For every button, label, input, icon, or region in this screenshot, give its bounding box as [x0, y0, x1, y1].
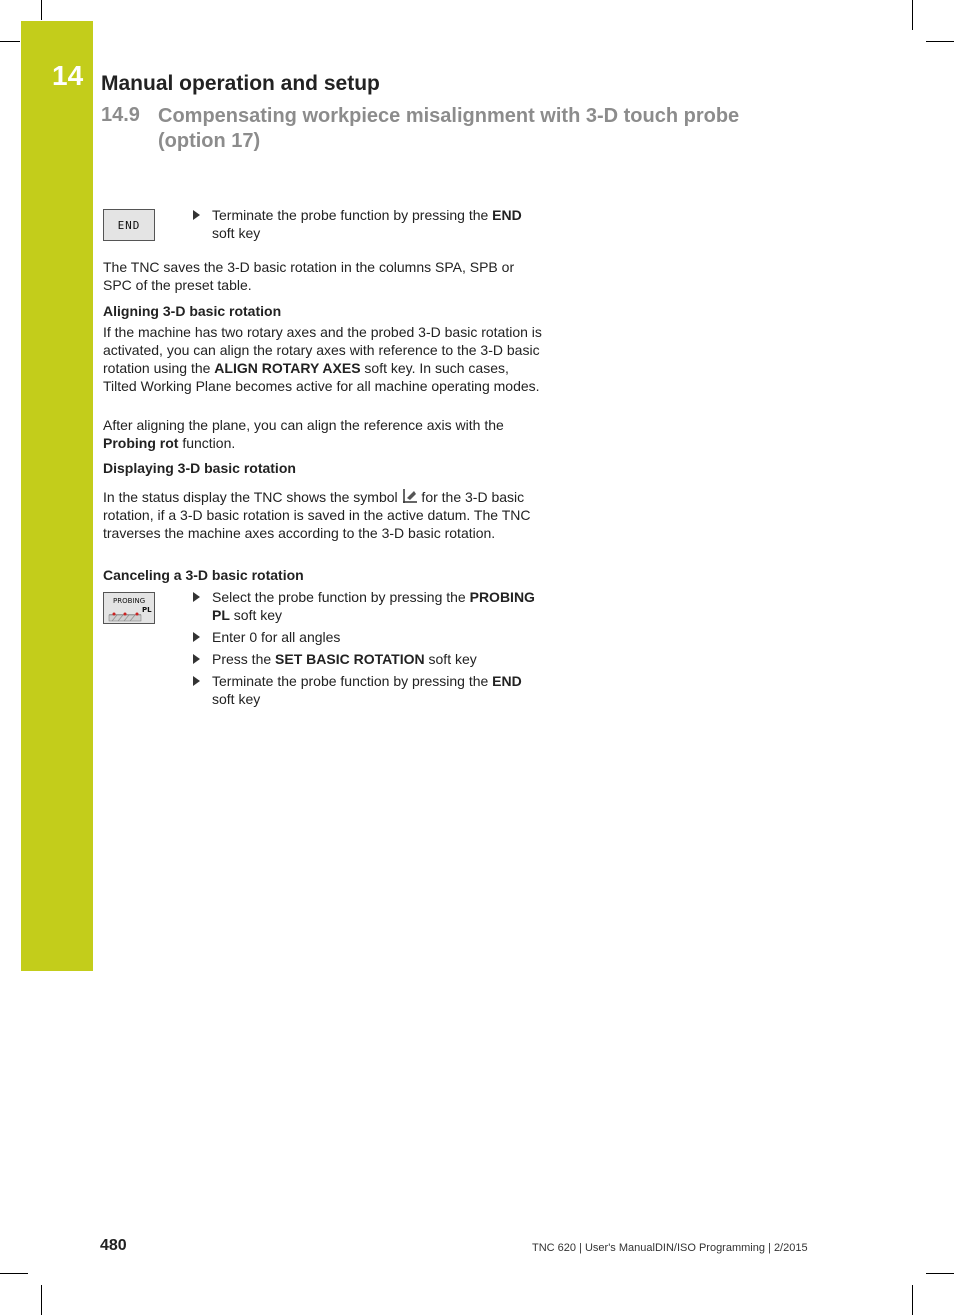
section-title: Compensating workpiece misalignment with 3-D touch probe (option 17): [158, 105, 740, 152]
step-post: soft key: [424, 651, 477, 667]
crop-mark: [0, 1273, 28, 1274]
chapter-title: Manual operation and setup: [101, 72, 380, 95]
step-text: [212, 206, 543, 242]
step-key: END: [492, 207, 522, 223]
probing-softkey-sub: PL: [142, 606, 152, 614]
para-aligning-1: [103, 323, 543, 395]
para-post: for the 3-D basic rotation, if a 3-D basic rotation is saved in the active datum. The TNC traverses the machine axes according to the 3-D basic rotation.: [103, 489, 531, 541]
step-select-probe: [193, 588, 543, 624]
para-pre: In the status display the TNC shows the symbol: [103, 489, 402, 505]
step-pre: Enter 0 for all angles: [212, 629, 341, 645]
step-enter-angles: [193, 628, 543, 646]
crop-mark: [912, 1285, 913, 1315]
end-softkey-label: END: [117, 219, 141, 232]
crop-mark: [41, 0, 42, 20]
page-number: 480: [100, 1237, 127, 1254]
para-key: ALIGN ROTARY AXES: [214, 360, 361, 376]
step-pre: Terminate the probe function by pressing the: [212, 207, 493, 223]
crop-mark: [926, 1273, 954, 1274]
bullet-icon: [193, 632, 200, 642]
para-aligning-2: [103, 416, 543, 452]
basic-rotation-icon: [402, 488, 418, 504]
heading-displaying: Displaying 3-D basic rotation: [103, 460, 296, 476]
probing-softkey-label: PROBING: [113, 597, 146, 605]
bullet-icon: [193, 654, 200, 664]
para-pre: If the machine has two rotary axes and the probed 3-D basic rotation is activated, you can align the rotary axes with reference to the 3-D basic rotation using the: [103, 324, 542, 376]
para-post: function.: [178, 435, 236, 451]
chapter-number: 14: [52, 60, 84, 91]
step-text: [212, 628, 543, 646]
step-post: soft key: [212, 691, 261, 707]
crop-mark: [912, 0, 913, 30]
step-text: [212, 672, 543, 708]
step-key: PROBING PL: [212, 589, 535, 623]
para-post: soft key. In such cases, Tilted Working Plane becomes active for all machine operating modes.: [103, 360, 540, 394]
crop-mark: [926, 41, 954, 42]
crop-mark: [41, 1285, 42, 1315]
step-set-basic-rotation: [193, 650, 543, 668]
footer-text: TNC 620 | User's ManualDIN/ISO Programming | 2/2015: [532, 1242, 808, 1254]
step-post: soft key: [229, 607, 283, 623]
para-saves: The TNC saves the 3-D basic rotation in the columns SPA, SPB or SPC of the preset table.: [103, 259, 515, 293]
step-terminate: [193, 206, 543, 242]
step-text: [212, 650, 543, 668]
step-key: END: [492, 673, 522, 689]
step-pre: Terminate the probe function by pressing the: [212, 673, 493, 689]
para-pre: After aligning the plane, you can align the reference axis with the: [103, 417, 504, 433]
section-number: 14.9: [101, 104, 140, 126]
heading-aligning: Aligning 3-D basic rotation: [103, 303, 282, 319]
probing-pl-icon: [104, 593, 154, 623]
step-pre: Select the probe function by pressing the: [212, 589, 470, 605]
step-key: SET BASIC ROTATION: [275, 651, 425, 667]
step-text: [212, 588, 543, 624]
para-displaying: [103, 488, 543, 542]
bullet-icon: [193, 676, 200, 686]
chapter-sidebar: [21, 21, 93, 971]
crop-mark: [0, 41, 20, 42]
step-terminate-end: [193, 672, 543, 708]
bullet-icon: [193, 210, 200, 220]
step-pre: Press the: [212, 651, 276, 667]
bullet-icon: [193, 592, 200, 602]
end-softkey: [103, 209, 155, 241]
heading-canceling: Canceling a 3-D basic rotation: [103, 567, 304, 583]
para-key: Probing rot: [103, 435, 179, 451]
step-post: soft key: [212, 225, 261, 241]
probing-pl-softkey: [103, 592, 155, 624]
